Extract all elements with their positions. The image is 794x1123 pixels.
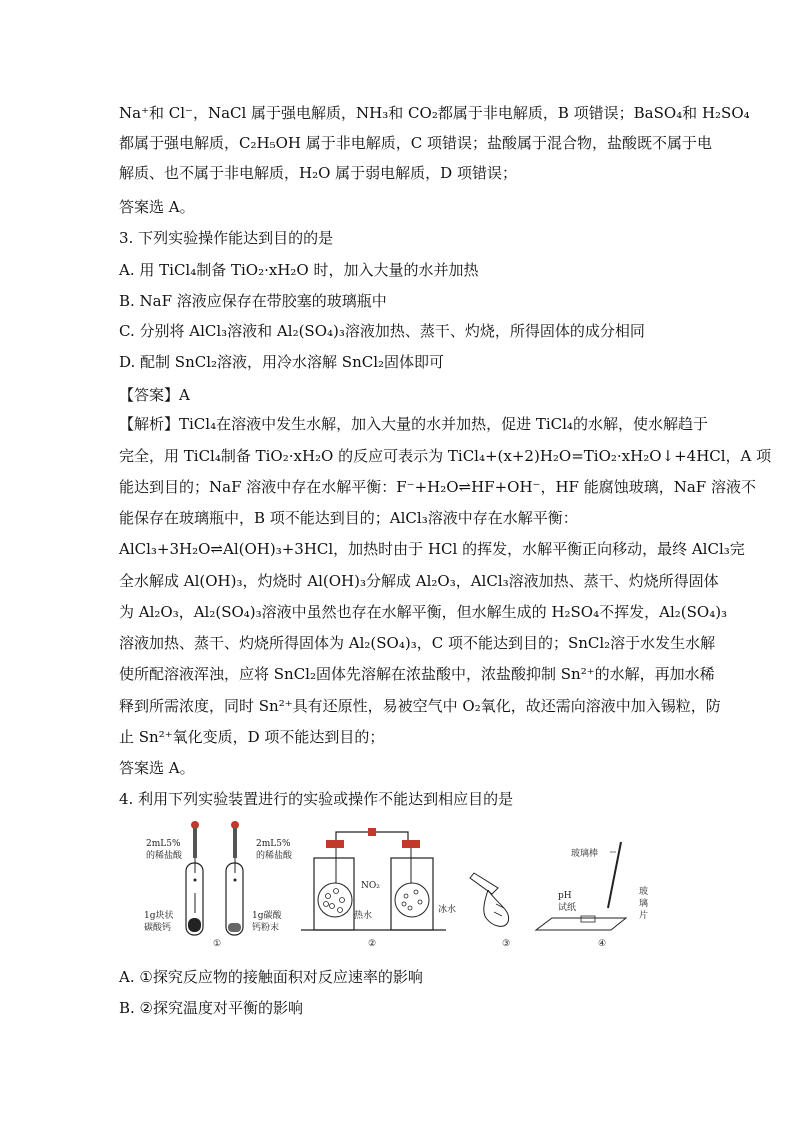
glass-rod-ph-setup [536,842,648,949]
figure-number-4: ④ [598,939,607,949]
figure-number-3: ③ [502,939,511,949]
option-d: D. 配制 SnCl₂溶液，用冷水溶解 SnCl₂固体即可 [119,353,445,371]
analysis-line: 为 Al₂O₃，Al₂(SO₄)₃溶液中虽然也存在水解平衡，但水解生成的 H₂SO₄不挥发，Al₂(SO₄)₃ [119,603,728,621]
figure-number-2: ② [368,939,377,949]
solid1-label2: 碳酸钙 [144,923,172,933]
ph-label: pH [558,891,572,901]
text-line: 解质、也不属于非电解质，H₂O 属于弱电解质，D 项错误； [119,164,517,182]
tube2-acid-label2: 的稀盐酸 [256,851,293,861]
analysis-line: 释到所需浓度，同时 Sn²⁺具有还原性，易被空气中 O₂氧化，故还需向溶液中加入锡粒，防 [119,697,721,715]
solid2-label: 1g碳酸 [252,911,282,921]
option-b: B. ②探究温度对平衡的影响 [119,999,304,1017]
analysis-line: 完全，用 TiCl₄制备 TiO₂·xH₂O 的反应可表示为 TiCl₄+(x+2)H₂O=TiO₂·xH₂O↓+4HCl，A 项 [119,447,772,465]
text-line: 答案选 A。 [119,759,195,777]
experiment-figure [136,818,676,953]
ice-water-label: 冰水 [438,905,457,915]
no2-equilibrium-setup [301,828,456,949]
test-tube-setup-2 [213,821,293,949]
analysis-line: 全水解成 Al(OH)₃，灼烧时 Al(OH)₃分解成 Al₂O₃，AlCl₃溶液加热、蒸干、灼烧所得固体 [119,572,719,590]
analysis-line: 止 Sn²⁺氧化变质，D 项不能达到目的； [119,728,385,746]
tube1-acid-label2: 的稀盐酸 [146,851,183,861]
question-title: 4. 利用下列实验装置进行的实验或操作不能达到相应目的是 [119,790,514,808]
test-tube-setup-1 [144,821,203,935]
analysis-line: 能达到目的；NaF 溶液中存在水解平衡：F⁻+H₂O⇌HF+OH⁻，HF 能腐蚀玻璃，NaF 溶液不 [119,478,756,496]
analysis-line: 【解析】TiCl₄在溶液中发生水解，加入大量的水并加热，促进 TiCl₄的水解，使水解趋于 [119,415,708,433]
option-c: C. 分别将 AlCl₃溶液和 Al₂(SO₄)₃溶液加热、蒸干、灼烧，所得固体的成分相同 [119,322,645,340]
glass-plate-label: 玻 [639,887,649,897]
analysis-line: 能保存在玻璃瓶中，B 项不能达到目的；AlCl₃溶液中存在水解平衡： [119,509,578,527]
text-line: 答案选 A。 [119,198,195,216]
solid2-label2: 钙粉末 [252,923,280,933]
option-b: B. NaF 溶液应保存在带胶塞的玻璃瓶中 [119,292,387,310]
question-title: 3. 下列实验操作能达到目的的是 [119,229,334,247]
solid1-label: 1g块状 [144,911,174,921]
glass-plate-label2: 璃 [639,899,649,909]
analysis-line: 使所配溶液浑浊，应将 SnCl₂固体先溶解在浓盐酸中，浓盐酸抑制 Sn²⁺的水解，再加水稀 [119,665,715,683]
glass-rod-label: 玻璃棒 [571,849,599,859]
text-line: Na⁺和 Cl⁻，NaCl 属于强电解质，NH₃和 CO₂都属于非电解质，B 项错误；BaSO₄和 H₂SO₄ [119,104,750,122]
text-line: 都属于强电解质，C₂H₅OH 属于非电解质，C 项错误；盐酸属于混合物，盐酸既不属于电 [119,134,712,152]
ph-label2: 试纸 [558,903,577,913]
hot-water-label: 热水 [354,911,373,921]
option-a: A. 用 TiCl₄制备 TiO₂·xH₂O 时，加入大量的水并加热 [119,261,479,279]
tube2-acid-label: 2mL5% [256,839,291,849]
no2-label: NO₂ [361,881,380,891]
analysis-line: AlCl₃+3H₂O⇌Al(OH)₃+3HCl，加热时由于 HCl 的挥发，水解平衡正向移动，最终 AlCl₃完 [119,540,745,558]
tube1-acid-label: 2mL5% [146,839,181,849]
hand-ph-paper-setup [470,873,510,949]
option-a: A. ①探究反应物的接触面积对反应速率的影响 [119,968,423,986]
figure-number-1: ① [213,939,222,949]
answer-label: 【答案】A [119,386,190,404]
analysis-line: 溶液加热、蒸干、灼烧所得固体为 Al₂(SO₄)₃，C 项不能达到目的；SnCl₂溶于水发生水解 [119,634,716,652]
glass-plate-label3: 片 [639,911,649,921]
